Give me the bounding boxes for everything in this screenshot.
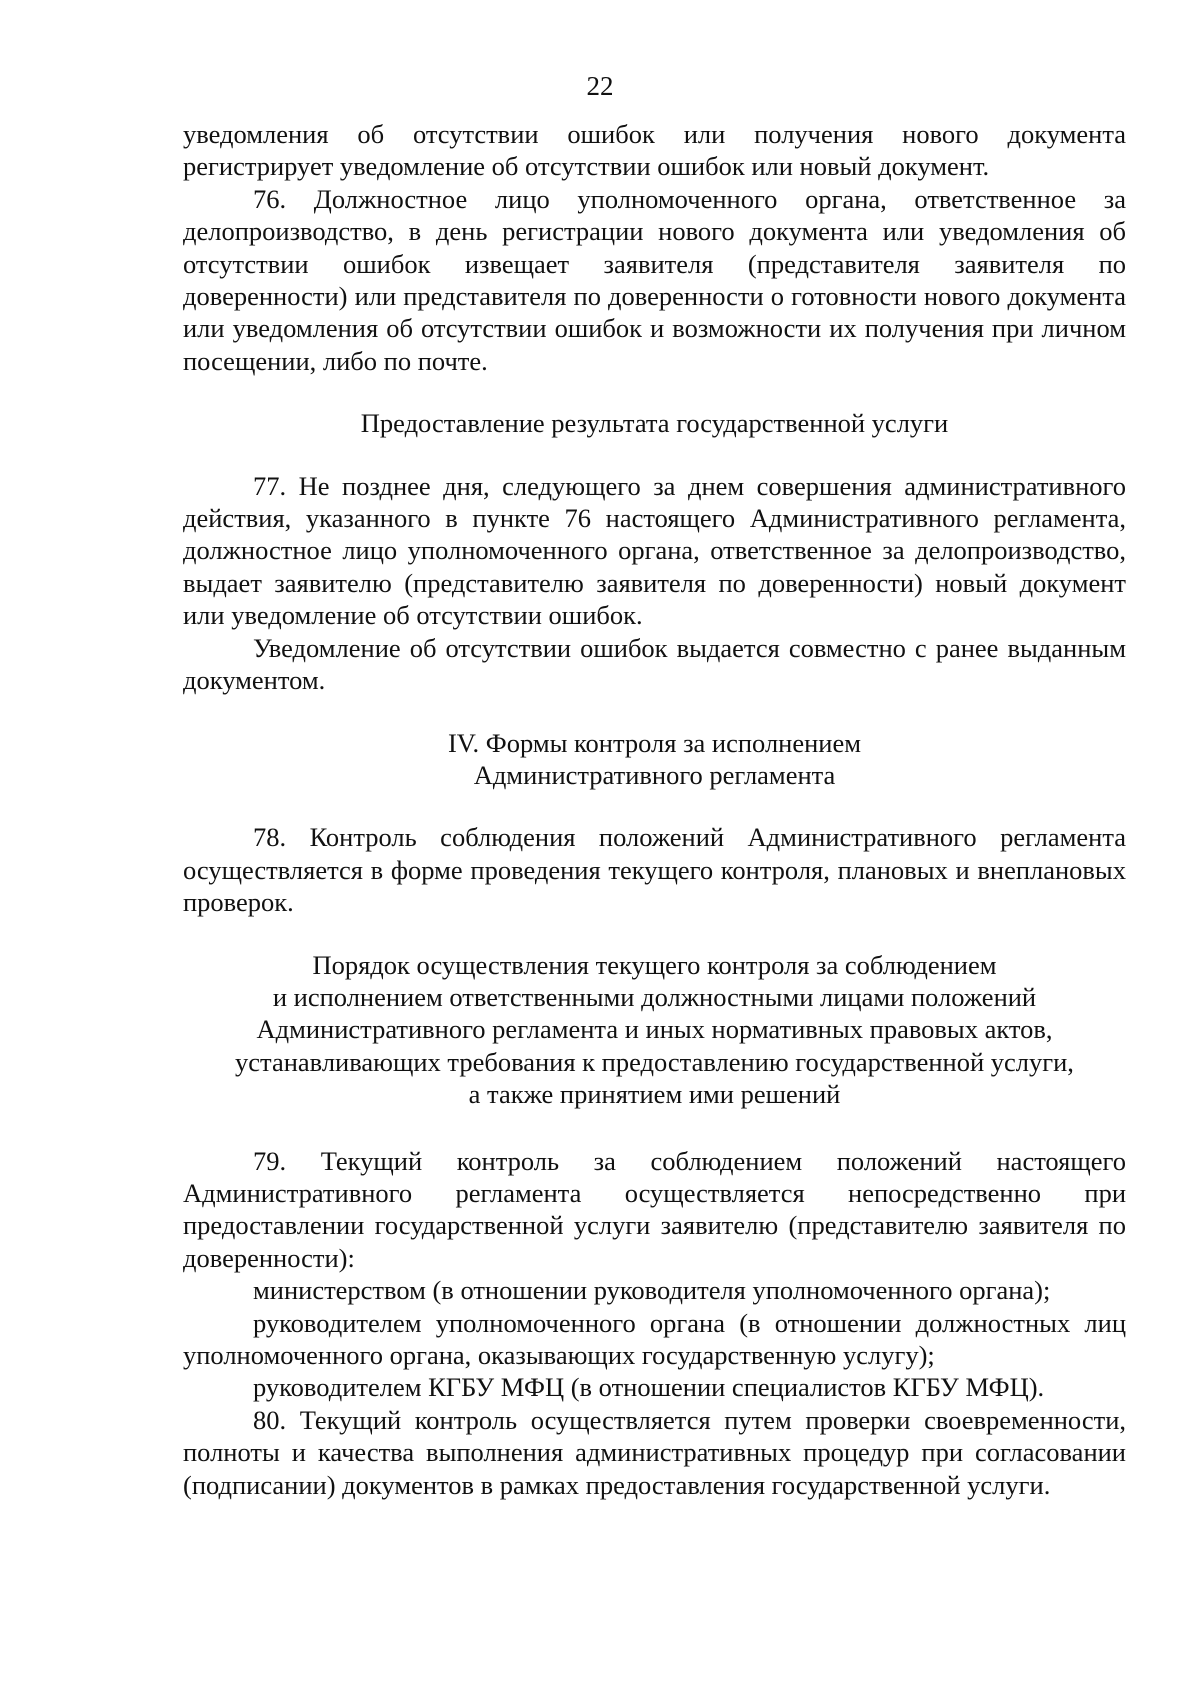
paragraph-77-notice: Уведомление об отсутствии ошибок выдается совместно с ранее выданным документом. <box>183 632 1126 696</box>
paragraph-79-head-authority: руководителем уполномоченного органа (в отношении должностных лиц уполномоченного органа, оказывающих государственную услугу); <box>183 1307 1126 1370</box>
page-number: 22 <box>586 71 614 101</box>
heading-current-control <box>143 949 1166 1111</box>
paragraph-79-ministry: министерством (в отношении руководителя уполномоченного органа); <box>253 1275 1051 1306</box>
paragraph-80: 80. Текущий контроль осуществляется путем проверки своевременности, полноты и качества выполнения административных процедур при согласовании (подписании) документов в рамках предоставления государственной услуги. <box>183 1404 1126 1500</box>
heading-current-control-line2: и исполнением ответственными должностными лицами положений <box>272 981 1037 1012</box>
document-body <box>183 118 1126 1501</box>
heading-section-iv-line1: IV. Формы контроля за исполнением <box>447 727 862 758</box>
heading-result: Предоставление результата государственной услуги <box>360 408 949 439</box>
paragraph-77: 77. Не позднее дня, следующего за днем совершения административного действия, указанного в пункте 76 настоящего Административного регламента, должностное лицо уполномоченного органа, ответственное за делопроизводство, выдает заявителю (представителю заявителя по доверенности) новый документ или уведомление об отсутствии ошибок. <box>183 470 1126 631</box>
heading-section-iv <box>183 727 1126 792</box>
heading-section-iv-line2: Административного регламента <box>473 759 836 790</box>
paragraph-continuation: уведомления об отсутствии ошибок или получения нового документа регистрирует уведомление об отсутствии ошибок или новый документ. <box>183 119 1126 182</box>
heading-current-control-line3: Административного регламента и иных нормативных правовых актов, <box>256 1014 1053 1045</box>
heading-current-control-line5: а также принятием ими решений <box>468 1079 841 1110</box>
paragraph-79: 79. Текущий контроль за соблюдением положений настоящего Административного регламента осуществляется непосредственно при предоставлении государственной услуги заявителю (представителю заявителя по доверенности): <box>183 1145 1126 1273</box>
paragraph-78: 78. Контроль соблюдения положений Административного регламента осуществляется в форме проведения текущего контроля, плановых и внеплановых проверок. <box>183 822 1126 918</box>
heading-current-control-line4: устанавливающих требования к предоставлению государственной услуги, <box>235 1046 1074 1077</box>
paragraph-79-head-mfc: руководителем КГБУ МФЦ (в отношении специалистов КГБУ МФЦ). <box>253 1372 1045 1403</box>
paragraph-76: 76. Должностное лицо уполномоченного органа, ответственное за делопроизводство, в день регистрации нового документа или уведомления об отсутствии ошибок извещает заявителя (представителя заявителя по доверенности) или представителя по доверенности о готовности нового документа или уведомления об отсутствии ошибок и возможности их получения при личном посещении, либо по почте. <box>183 183 1126 376</box>
heading-current-control-line1: Порядок осуществления текущего контроля за соблюдением <box>312 949 997 980</box>
